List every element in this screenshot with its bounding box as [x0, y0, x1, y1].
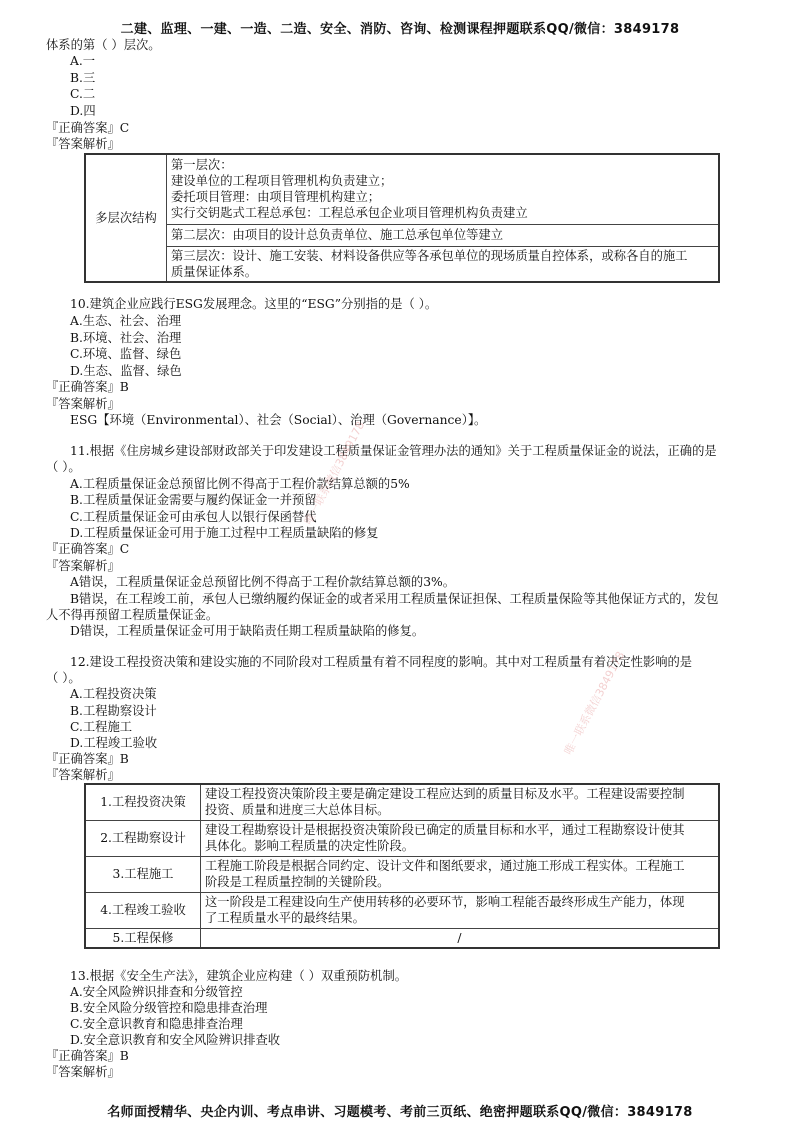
q13-stem: 13.根据《安全生产法》，建筑企业应构建（ ）双重预防机制。 [70, 969, 408, 983]
q12-stem-line1: 12.建设工程投资决策和建设实施的不同阶段对工程质量有着不同程度的影响。其中对工程质量有着决定性影响的是 [70, 655, 693, 669]
stage-desc-cell: 建设工程投资决策阶段主要是确定建设工程应达到的质量目标及水平。工程建设需要控制 投资、质量和进度三大总体目标。 [201, 784, 720, 820]
q9-option-b: B.三 [70, 71, 96, 85]
stage-desc-cell: 建设工程勘察设计是根据投资决策阶段已确定的质量目标和水平，通过工程勘察设计使其 具体化。影响工程质量的决定性阶段。 [201, 820, 720, 856]
q10-analysis: ESG【环境（Environmental）、社会（Social）、治理（Governance）】。 [70, 413, 487, 427]
q10-option-b: B.环境、社会、治理 [70, 331, 182, 345]
q13-answer: 『正确答案』B [46, 1049, 129, 1063]
q9-option-c: C.二 [70, 87, 96, 101]
q11-analysis-line1: A错误，工程质量保证金总预留比例不得高于工程价款结算总额的3%。 [70, 575, 455, 589]
q11-analysis-line2: B错误，在工程竣工前，承包人已缴纳履约保证金的或者采用工程质量保证担保、工程质量保险等其他保证方式的，发包 [70, 592, 719, 606]
q11-option-c: C.工程质量保证金可由承包人以银行保函替代 [70, 510, 317, 524]
q9-answer: 『正确答案』C [46, 121, 130, 135]
q12-stem-line2: （ ）。 [46, 671, 81, 685]
q9-option-d: D.四 [70, 104, 96, 118]
q12-option-c: C.工程施工 [70, 720, 133, 734]
table-head-cell: 多层次结构 [85, 154, 167, 282]
q12-answer: 『正确答案』B [46, 752, 129, 766]
q11-option-d: D.工程质量保证金可用于施工过程中工程质量缺陷的修复 [70, 526, 379, 540]
q10-option-a: A.生态、社会、治理 [70, 314, 182, 328]
q10-analysis-label: 『答案解析』 [46, 397, 120, 411]
q11-option-b: B.工程质量保证金需要与履约保证金一并预留 [70, 493, 317, 507]
q11-stem-line2: （ ）。 [46, 460, 81, 474]
page-header: 二建、监理、一建、一造、二造、安全、消防、咨询、检测课程押题联系QQ/微信：3849178 [120, 22, 680, 37]
q9-analysis-label: 『答案解析』 [46, 137, 120, 151]
q9-analysis-table [84, 153, 720, 283]
q11-answer: 『正确答案』C [46, 542, 130, 556]
table-cell-level1: 第一层次： 建设单位的工程项目管理机构负责建立； 委托项目管理：由项目管理机构建立； 实行交钥匙式工程总承包：工程总承包企业项目管理机构负责建立 [167, 154, 720, 224]
stage-label-cell: 1.工程投资决策 [85, 784, 201, 820]
q11-stem-line1: 11.根据《住房城乡建设部财政部关于印发建设工程质量保证金管理办法的通知》关于工程质量保证金的说法，正确的是 [70, 444, 717, 458]
q12-option-b: B.工程勘察设计 [70, 704, 157, 718]
q13-analysis-label: 『答案解析』 [46, 1065, 120, 1079]
stage-label-cell: 3.工程施工 [85, 856, 201, 892]
q10-option-d: D.生态、监督、绿色 [70, 364, 182, 378]
q12-option-d: D.工程竣工验收 [70, 736, 158, 750]
q11-option-a: A.工程质量保证金总预留比例不得高于工程价款结算总额的5% [70, 477, 410, 491]
page-footer: 名师面授精华、央企内训、考点串讲、习题模考、考前三页纸、绝密押题联系QQ/微信：3849178 [107, 1105, 693, 1120]
stage-desc-cell: 这一阶段是工程建设向生产使用转移的必要环节，影响工程能否最终形成生产能力，体现 了工程质量水平的最终结果。 [201, 892, 720, 928]
q10-answer: 『正确答案』B [46, 380, 129, 394]
table-cell-level2: 第二层次：由项目的设计总负责单位、施工总承包单位等建立 [167, 224, 720, 246]
stage-desc-cell: / [201, 928, 720, 948]
stage-label-cell: 2.工程勘察设计 [85, 820, 201, 856]
q13-option-b: B.安全风险分级管控和隐患排查治理 [70, 1001, 268, 1015]
watermark: 唯一联系微信3849178 [561, 649, 628, 758]
q12-analysis-table [84, 783, 720, 949]
stage-label-cell: 5.工程保修 [85, 928, 201, 948]
q10-option-c: C.环境、监督、绿色 [70, 347, 182, 361]
q12-option-a: A.工程投资决策 [70, 687, 157, 701]
watermark: 唯一联系微信3849178 [301, 419, 368, 528]
q13-option-a: A.安全风险辨识排查和分级管控 [70, 985, 243, 999]
q13-option-d: D.安全意识教育和安全风险辨识排查收 [70, 1033, 281, 1047]
q13-option-c: C.安全意识教育和隐患排查治理 [70, 1017, 243, 1031]
stage-label-cell: 4.工程竣工验收 [85, 892, 201, 928]
q10-stem: 10.建筑企业应践行ESG发展理念。这里的“ESG”分别指的是（ ）。 [70, 297, 438, 311]
q12-analysis-label: 『答案解析』 [46, 768, 120, 782]
q11-analysis-label: 『答案解析』 [46, 559, 120, 573]
q9-option-a: A.一 [70, 54, 96, 68]
stage-desc-cell: 工程施工阶段是根据合同约定、设计文件和图纸要求，通过施工形成工程实体。工程施工 阶段是工程质量控制的关键阶段。 [201, 856, 720, 892]
q11-analysis-line4: D错误，工程质量保证金可用于缺陷责任期工程质量缺陷的修复。 [70, 624, 425, 638]
q11-analysis-line3: 人不得再预留工程质量保证金。 [46, 608, 219, 622]
table-cell-level3: 第三层次：设计、施工安装、材料设备供应等各承包单位的现场质量自控体系，或称各自的施工 质量保证体系。 [167, 246, 720, 282]
q9-stem: 体系的第（ ）层次。 [46, 38, 161, 52]
